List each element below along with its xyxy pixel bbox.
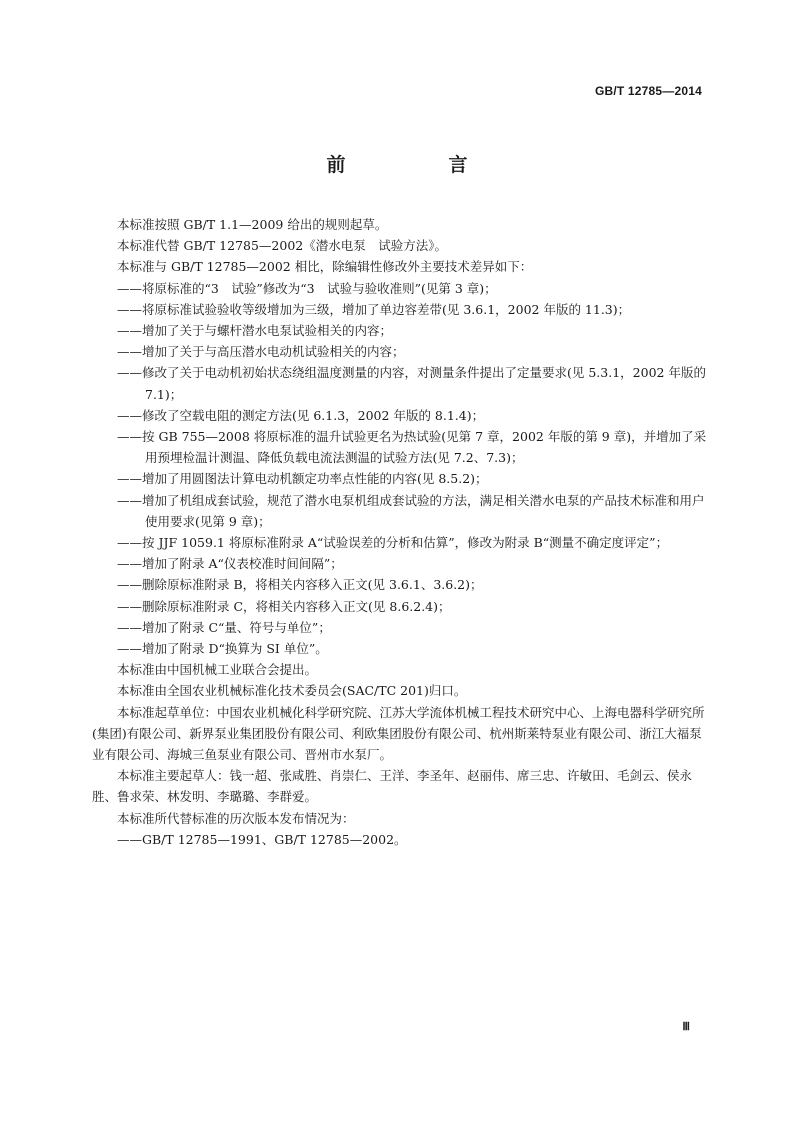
paragraph: 本标准按照 GB/T 1.1—2009 给出的规则起草。	[117, 217, 388, 232]
list-item: ——删除原标准附录 C，将相关内容移入正文(见 8.6.2.4)；	[117, 598, 451, 614]
list-item: ——按 GB 755—2008 将原标准的温升试验更名为热试验(见第 7 章，2002 年版的第 9 章)，并增加了采用预埋检温计测温、降低负载电流法测温的试验方法(见 7.2、7.3)；	[117, 429, 707, 466]
paragraph: 本标准起草单位：中国农业机械化科学研究院、江苏大学流体机械工程技术研究中心、上海电器科学研究所(集团)有限公司、新界泵业集团股份有限公司、利欧集团股份有限公司、杭州斯莱特泵业有限公司、浙江大福泵业有限公司、海城三鱼泵业有限公司、晋州市水泵厂。	[92, 704, 705, 763]
paragraph: 本标准所代替标准的历次版本发布情况为：	[117, 810, 355, 826]
list-item: ——增加了附录 C“量、符号与单位”；	[117, 619, 331, 635]
paragraph: 本标准主要起草人：钱一超、张咸胜、肖崇仁、王洋、李圣年、赵丽伟、席三忠、许敏田、毛剑云、侯永胜、鲁求荣、林发明、李璐璐、李群爱。	[92, 768, 693, 805]
document-body	[92, 214, 708, 850]
list-item: ——GB/T 12785—1991、GB/T 12785—2002。	[117, 831, 407, 847]
paragraph: 本标准由全国农业机械标准化技术委员会(SAC/TC 201)归口。	[117, 683, 467, 699]
list-item: ——修改了空载电阻的测定方法(见 6.1.3，2002 年版的 8.1.4)；	[117, 407, 485, 423]
list-item: ——将原标准试验验收等级增加为三级，增加了单边容差带(见 3.6.1，2002 年版的 11.3)；	[117, 301, 631, 317]
page-number: Ⅲ	[682, 1021, 690, 1033]
list-item: ——增加了机组成套试验，规范了潜水电泵机组成套试验的方法，满足相关潜水电泵的产品技术标准和用户使用要求(见第 9 章)；	[117, 492, 705, 529]
list-item: ——修改了关于电动机初始状态绕组温度测量的内容，对测量条件提出了定量要求(见 5.3.1，2002 年版的 7.1)；	[117, 365, 706, 402]
list-item: ——增加了附录 D“换算为 SI 单位”。	[117, 641, 328, 657]
list-item: ——按 JJF 1059.1 将原标准附录 A“试验误差的分析和估算”，修改为附录 B“测量不确定度评定”；	[117, 535, 669, 551]
standard-code: GB/T 12785—2014	[594, 84, 702, 98]
list-item: ——删除原标准附录 B，将相关内容移入正文(见 3.6.1、3.6.2)；	[117, 577, 483, 593]
paragraph: 本标准代替 GB/T 12785—2002《潜水电泵 试验方法》。	[117, 238, 447, 254]
list-item: ——将原标准的“3 试验”修改为“3 试验与验收准则”(见第 3 章)；	[117, 280, 497, 296]
list-item: ——增加了关于与高压潜水电动机试验相关的内容；	[117, 344, 405, 360]
page-title: 前 言	[326, 154, 510, 176]
paragraph: 本标准与 GB/T 12785—2002 相比，除编辑性修改外主要技术差异如下：	[117, 259, 533, 275]
list-item: ——增加了关于与螺杆潜水电泵试验相关的内容；	[117, 323, 393, 339]
paragraph: 本标准由中国机械工业联合会提出。	[117, 662, 318, 678]
list-item: ——增加了用圆图法计算电动机额定功率点性能的内容(见 8.5.2)；	[117, 471, 488, 487]
list-item: ——增加了附录 A“仪表校准时间间隔”；	[117, 556, 343, 572]
